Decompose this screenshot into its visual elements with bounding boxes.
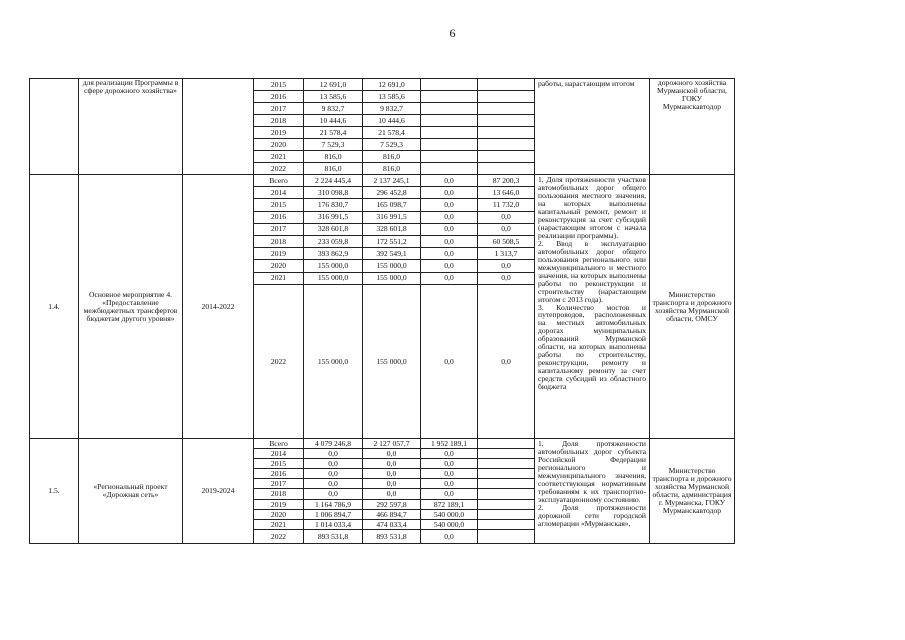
year-cell: 2019 — [254, 248, 304, 260]
federal-budget-cell — [421, 151, 478, 163]
total-cell: 1 014 033,4 — [304, 520, 363, 530]
federal-budget-cell: 872 189,1 — [421, 500, 478, 510]
table-body — [30, 79, 838, 544]
year-cell: 2022 — [254, 285, 304, 439]
local-budget-cell — [478, 127, 535, 139]
total-cell: 4 079 246,8 — [304, 439, 363, 449]
local-budget-cell — [478, 479, 535, 489]
regional-budget-cell: 392 549,1 — [363, 248, 421, 260]
total-cell: 1 006 894,7 — [304, 510, 363, 520]
total-cell: 155 000,0 — [304, 272, 363, 285]
year-cell: 2021 — [254, 272, 304, 285]
federal-budget-cell: 0,0 — [421, 260, 478, 272]
indicator-text: работы, нарастающим итогом — [538, 79, 635, 88]
local-budget-cell — [478, 530, 535, 544]
federal-budget-cell — [421, 139, 478, 151]
year-cell: 2019 — [254, 500, 304, 510]
regional-budget-cell: 9 832,7 — [363, 103, 421, 115]
local-budget-cell — [478, 151, 535, 163]
indicators-cell — [535, 175, 650, 439]
indicator-text: 2. Доля протяженности дорожной сети городской агломерации «Мурманская», — [538, 502, 646, 528]
total-cell: 155 000,0 — [304, 285, 363, 439]
local-budget-cell — [478, 500, 535, 510]
year-cell: 2017 — [254, 223, 304, 235]
page-number: 6 — [449, 26, 456, 40]
year-cell: 2017 — [254, 479, 304, 489]
measure-name: для реализации Программы в сфере дорожного хозяйства» — [79, 79, 183, 175]
local-budget-cell — [478, 91, 535, 103]
federal-budget-cell — [421, 103, 478, 115]
measure-name: Основное мероприятие 4. «Предоставление межбюджетных трансфертов бюджетам другого уровня» — [79, 175, 183, 439]
local-budget-cell — [478, 163, 535, 175]
total-cell: 393 862,9 — [304, 248, 363, 260]
federal-budget-cell — [421, 91, 478, 103]
year-cell: 2020 — [254, 510, 304, 520]
measure-period — [183, 79, 254, 175]
federal-budget-cell: 0,0 — [421, 187, 478, 199]
federal-budget-cell — [421, 115, 478, 127]
indicator-text: 2. Ввод в эксплуатацию автомобильных дорог общего пользования регионального или межмуниципального и местного значения, на которых выполнены работы по реконструкции и строительству (нарастающим итогом с 2013 года). — [538, 238, 646, 304]
regional-budget-cell: 0,0 — [363, 469, 421, 479]
total-cell: 310 098,8 — [304, 187, 363, 199]
total-cell: 10 444,6 — [304, 115, 363, 127]
year-cell: 2019 — [254, 127, 304, 139]
measure-number: 1.5. — [30, 439, 79, 544]
measure-name: «Региональный проект «Дорожная сеть» — [79, 439, 183, 544]
local-budget-cell — [478, 510, 535, 520]
regional-budget-cell: 2 137 245,1 — [363, 175, 421, 187]
regional-budget-cell: 155 000,0 — [363, 272, 421, 285]
total-cell: 316 991,5 — [304, 211, 363, 223]
total-cell: 893 531,8 — [304, 530, 363, 544]
regional-budget-cell: 0,0 — [363, 479, 421, 489]
regional-budget-cell: 816,0 — [363, 163, 421, 175]
regional-budget-cell: 316 991,5 — [363, 211, 421, 223]
total-cell: 816,0 — [304, 151, 363, 163]
total-cell: 233 059,8 — [304, 235, 363, 247]
indicator-text: 3. Количество мостов и путепроводов, расположенных на местных автомобильных дорогах муниципальных образований Мурманской области, на которых выполнены работы по строительству, реконструкции, ремонту и капитальному ремонту за счет средств субсидий из областного бюджета — [538, 302, 646, 392]
total-cell: 7 529,3 — [304, 139, 363, 151]
federal-budget-cell: 0,0 — [421, 449, 478, 459]
local-budget-cell: 0,0 — [478, 260, 535, 272]
local-budget-cell: 60 508,5 — [478, 235, 535, 247]
regional-budget-cell: 296 452,8 — [363, 187, 421, 199]
federal-budget-cell: 0,0 — [421, 223, 478, 235]
federal-budget-cell: 0,0 — [421, 235, 478, 247]
federal-budget-cell: 0,0 — [421, 459, 478, 469]
year-cell: 2017 — [254, 103, 304, 115]
local-budget-cell — [478, 459, 535, 469]
measure-period: 2014-2022 — [183, 175, 254, 439]
total-cell: 176 830,7 — [304, 199, 363, 211]
total-cell: 9 832,7 — [304, 103, 363, 115]
regional-budget-cell: 0,0 — [363, 489, 421, 500]
regional-budget-cell: 816,0 — [363, 151, 421, 163]
year-cell: Всего — [254, 175, 304, 187]
local-budget-cell: 1 313,7 — [478, 248, 535, 260]
federal-budget-cell — [421, 163, 478, 175]
regional-budget-cell: 13 585,6 — [363, 91, 421, 103]
local-budget-cell — [478, 439, 535, 449]
local-budget-cell: 11 732,0 — [478, 199, 535, 211]
year-cell: Всего — [254, 439, 304, 449]
program-measures-table — [29, 78, 838, 544]
regional-budget-cell: 165 098,7 — [363, 199, 421, 211]
federal-budget-cell: 0,0 — [421, 175, 478, 187]
year-cell: 2016 — [254, 469, 304, 479]
year-cell: 2018 — [254, 235, 304, 247]
total-cell: 0,0 — [304, 489, 363, 500]
regional-budget-cell: 0,0 — [363, 449, 421, 459]
executor-cell: дорожного хозяйства Мурманской области, ГОКУ Мурманскавтодор — [650, 79, 735, 175]
total-cell: 12 691,0 — [304, 79, 363, 91]
local-budget-cell — [478, 115, 535, 127]
federal-budget-cell: 0,0 — [421, 211, 478, 223]
local-budget-cell — [478, 449, 535, 459]
local-budget-cell — [478, 469, 535, 479]
year-cell: 2018 — [254, 115, 304, 127]
local-budget-cell: 0,0 — [478, 223, 535, 235]
indicator-text: 1. Доля протяженности автомобильных дорог субъекта Российской Федерации регионального и межмуниципального значения, соответствующая нормативным требованиям к их транспортно-эксплуатационному состоянию. — [538, 439, 646, 504]
year-cell: 2015 — [254, 79, 304, 91]
regional-budget-cell: 21 578,4 — [363, 127, 421, 139]
measure-number: 1.4. — [30, 175, 79, 439]
regional-budget-cell: 7 529,3 — [363, 139, 421, 151]
federal-budget-cell: 0,0 — [421, 199, 478, 211]
table-row — [30, 175, 838, 187]
regional-budget-cell: 893 531,8 — [363, 530, 421, 544]
regional-budget-cell: 0,0 — [363, 459, 421, 469]
regional-budget-cell: 292 597,8 — [363, 500, 421, 510]
local-budget-cell: 87 200,3 — [478, 175, 535, 187]
regional-budget-cell: 474 033,4 — [363, 520, 421, 530]
total-cell: 816,0 — [304, 163, 363, 175]
year-cell: 2018 — [254, 489, 304, 500]
federal-budget-cell: 0,0 — [421, 530, 478, 544]
year-cell: 2016 — [254, 211, 304, 223]
local-budget-cell — [478, 520, 535, 530]
federal-budget-cell: 0,0 — [421, 248, 478, 260]
federal-budget-cell: 0,0 — [421, 285, 478, 439]
year-cell: 2014 — [254, 187, 304, 199]
regional-budget-cell: 2 127 057,7 — [363, 439, 421, 449]
local-budget-cell: 0,0 — [478, 211, 535, 223]
local-budget-cell — [478, 79, 535, 91]
regional-budget-cell: 328 601,8 — [363, 223, 421, 235]
year-cell: 2021 — [254, 520, 304, 530]
federal-budget-cell: 0,0 — [421, 489, 478, 500]
regional-budget-cell: 172 551,2 — [363, 235, 421, 247]
table-row — [30, 79, 838, 91]
local-budget-cell — [478, 489, 535, 500]
federal-budget-cell: 0,0 — [421, 272, 478, 285]
measure-period: 2019-2024 — [183, 439, 254, 544]
federal-budget-cell: 0,0 — [421, 479, 478, 489]
year-cell: 2015 — [254, 459, 304, 469]
total-cell: 2 224 445,4 — [304, 175, 363, 187]
year-cell: 2014 — [254, 449, 304, 459]
table-row — [30, 439, 838, 449]
federal-budget-cell: 540 000,0 — [421, 520, 478, 530]
total-cell: 328 601,8 — [304, 223, 363, 235]
local-budget-cell: 0,0 — [478, 272, 535, 285]
total-cell: 21 578,4 — [304, 127, 363, 139]
executor-cell: Министерство транспорта и дорожного хозяйства Мурманской области, администрация г. Мурманска, ГОКУ Мурманскавтодор — [650, 439, 735, 544]
year-cell: 2021 — [254, 151, 304, 163]
total-cell: 0,0 — [304, 449, 363, 459]
year-cell: 2016 — [254, 91, 304, 103]
local-budget-cell: 13 646,0 — [478, 187, 535, 199]
year-cell: 2020 — [254, 139, 304, 151]
local-budget-cell: 0,0 — [478, 285, 535, 439]
measure-number — [30, 79, 79, 175]
federal-budget-cell: 1 952 189,1 — [421, 439, 478, 449]
total-cell: 1 164 786,9 — [304, 500, 363, 510]
indicators-cell — [535, 439, 650, 544]
regional-budget-cell: 155 000,0 — [363, 260, 421, 272]
total-cell: 13 585,6 — [304, 91, 363, 103]
local-budget-cell — [478, 139, 535, 151]
total-cell: 155 000,0 — [304, 260, 363, 272]
federal-budget-cell — [421, 79, 478, 91]
year-cell: 2020 — [254, 260, 304, 272]
regional-budget-cell: 466 894,7 — [363, 510, 421, 520]
year-cell: 2015 — [254, 199, 304, 211]
regional-budget-cell: 12 691,0 — [363, 79, 421, 91]
local-budget-cell — [478, 103, 535, 115]
executor-cell: Министерство транспорта и дорожного хозяйства Мурманской области, ОМСУ — [650, 175, 735, 439]
federal-budget-cell: 0,0 — [421, 469, 478, 479]
federal-budget-cell — [421, 127, 478, 139]
total-cell: 0,0 — [304, 459, 363, 469]
year-cell: 2022 — [254, 163, 304, 175]
federal-budget-cell: 540 000,0 — [421, 510, 478, 520]
indicators-cell — [535, 79, 650, 175]
total-cell: 0,0 — [304, 479, 363, 489]
total-cell: 0,0 — [304, 469, 363, 479]
regional-budget-cell: 10 444,6 — [363, 115, 421, 127]
regional-budget-cell: 155 000,0 — [363, 285, 421, 439]
indicator-text: 1. Доля протяженности участков автомобильных дорог общего пользования местного значения, на которых выполнены капитальный ремонт, ремонт и реконструкция за счет субсидий (нарастающим итогом с начала реализации программы). — [538, 175, 646, 240]
year-cell: 2022 — [254, 530, 304, 544]
